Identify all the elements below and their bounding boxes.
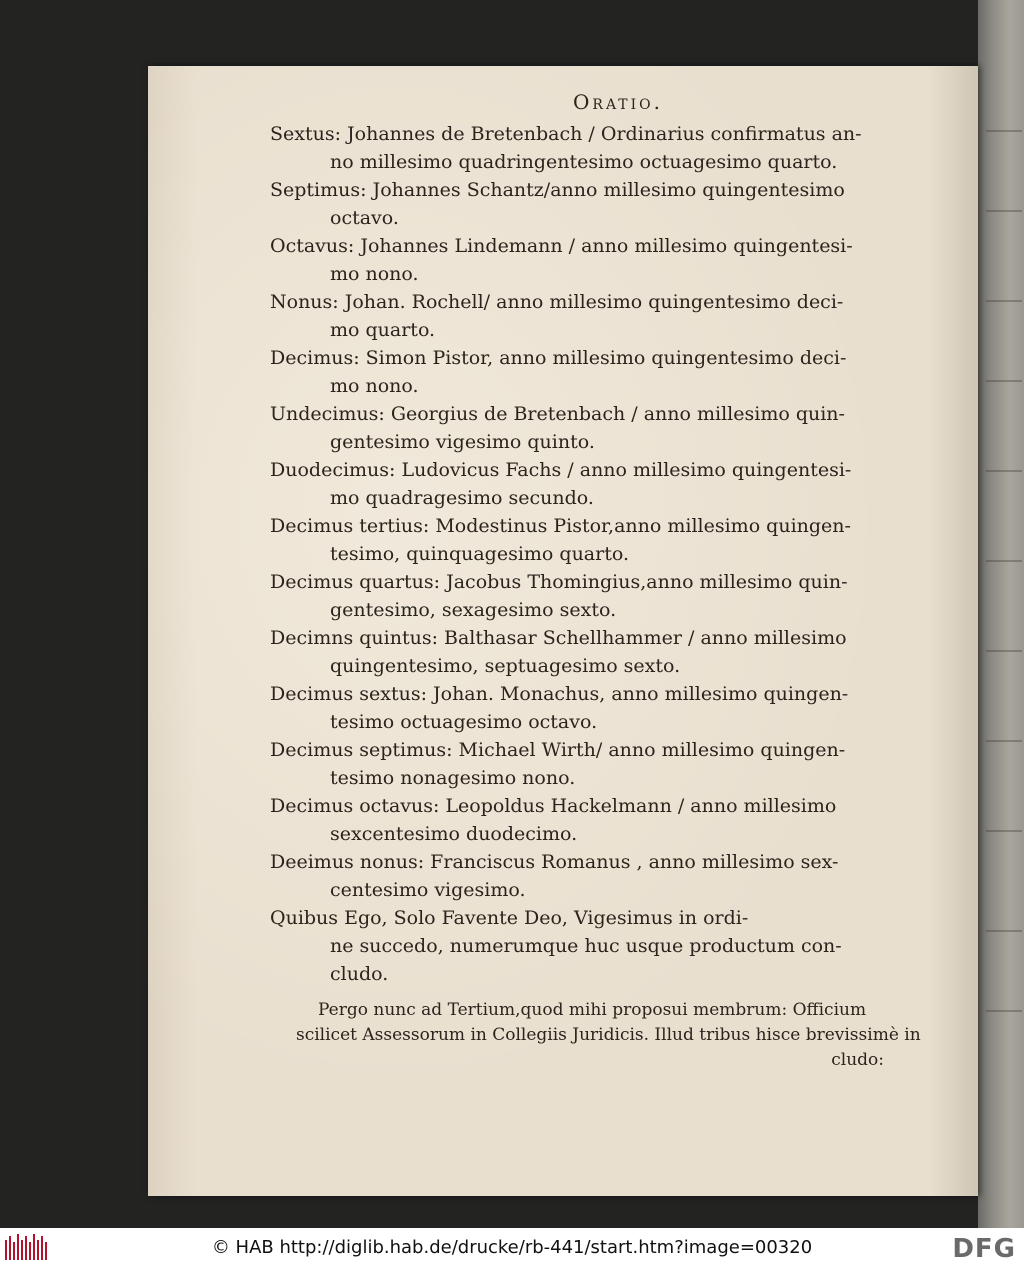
list-item [270,344,890,400]
entry-line: Duodecimus: Ludovicus Fachs / anno millesimo quingentesi- [270,459,852,481]
entry-continuation: no millesimo quadringentesimo octuagesimo quarto. [330,151,838,173]
entry-continuation: centesimo vigesimo. [330,879,526,901]
adjacent-page-edge [978,0,1024,1228]
entry-continuation: tesimo octuagesimo octavo. [330,711,598,733]
entry-continuation: quingentesimo, septuagesimo sexto. [330,655,681,677]
page-heading: Oratio. [573,90,663,114]
dfg-logo: DFG [952,1234,1016,1264]
entry-continuation: tesimo, quinquagesimo quarto. [330,543,629,565]
list-item [270,400,890,456]
entry-line: Decimus septimus: Michael Wirth/ anno millesimo quingen- [270,739,846,761]
list-item [270,232,890,288]
entry-line: Nonus: Johan. Rochell/ anno millesimo quingentesimo deci- [270,291,844,313]
list-item [270,176,890,232]
footer-bar [0,1228,1024,1268]
entry-line: Septimus: Johannes Schantz/anno millesimo quingentesimo [270,179,845,201]
entry-continuation: mo nono. [330,375,419,397]
closing-line: cludo: [831,1050,884,1070]
entry-line: Decimus sextus: Johan. Monachus, anno millesimo quingen- [270,683,849,705]
list-item [270,680,890,736]
list-item [270,736,890,792]
list-item [270,288,890,344]
entry-list [270,120,890,988]
list-item [270,456,890,512]
list-item [270,848,890,904]
entry-continuation: mo nono. [330,263,419,285]
entry-continuation: gentesimo vigesimo quinto. [330,431,595,453]
entry-continuation: ne succedo, numerumque huc usque productum con- [330,935,842,957]
entry-line: Decimns quintus: Balthasar Schellhammer / anno millesimo [270,627,847,649]
entry-continuation: gentesimo, sexagesimo sexto. [330,599,617,621]
book-page [148,66,978,1196]
entry-line: Decimus: Simon Pistor, anno millesimo quingentesimo deci- [270,347,847,369]
list-item [270,624,890,680]
closing-line: Pergo nunc ad Tertium,quod mihi proposui membrum: Officium [318,1000,867,1020]
entry-line: Deeimus nonus: Franciscus Romanus , anno millesimo sex- [270,851,839,873]
entry-continuation: mo quadragesimo secundo. [330,487,594,509]
entry-continuation: octavo. [330,207,399,229]
list-item [270,568,890,624]
list-item [270,120,890,176]
entry-continuation: sexcentesimo duodecimo. [330,823,578,845]
entry-continuation: mo quarto. [330,319,436,341]
entry-continuation: cludo. [330,963,389,985]
list-item [270,904,890,988]
closing-line: scilicet Assessorum in Collegiis Juridicis. Illud tribus hisce brevissimè in [296,1025,921,1045]
entry-line: Sextus: Johannes de Bretenbach / Ordinarius confirmatus an- [270,123,862,145]
list-item [270,792,890,848]
entry-line: Decimus tertius: Modestinus Pistor,anno millesimo quingen- [270,515,851,537]
closing-paragraph [296,998,921,1073]
entry-line: Quibus Ego, Solo Favente Deo, Vigesimus in ordi- [270,907,749,929]
entry-line: Decimus quartus: Jacobus Thomingius,anno millesimo quin- [270,571,848,593]
list-item [270,512,890,568]
entry-line: Octavus: Johannes Lindemann / anno millesimo quingentesi- [270,235,853,257]
entry-line: Decimus octavus: Leopoldus Hackelmann / anno millesimo [270,795,837,817]
entry-continuation: tesimo nonagesimo nono. [330,767,576,789]
copyright-link[interactable]: © HAB http://diglib.hab.de/drucke/rb-441/start.htm?image=00320 [211,1237,813,1258]
entry-line: Undecimus: Georgius de Bretenbach / anno millesimo quin- [270,403,845,425]
